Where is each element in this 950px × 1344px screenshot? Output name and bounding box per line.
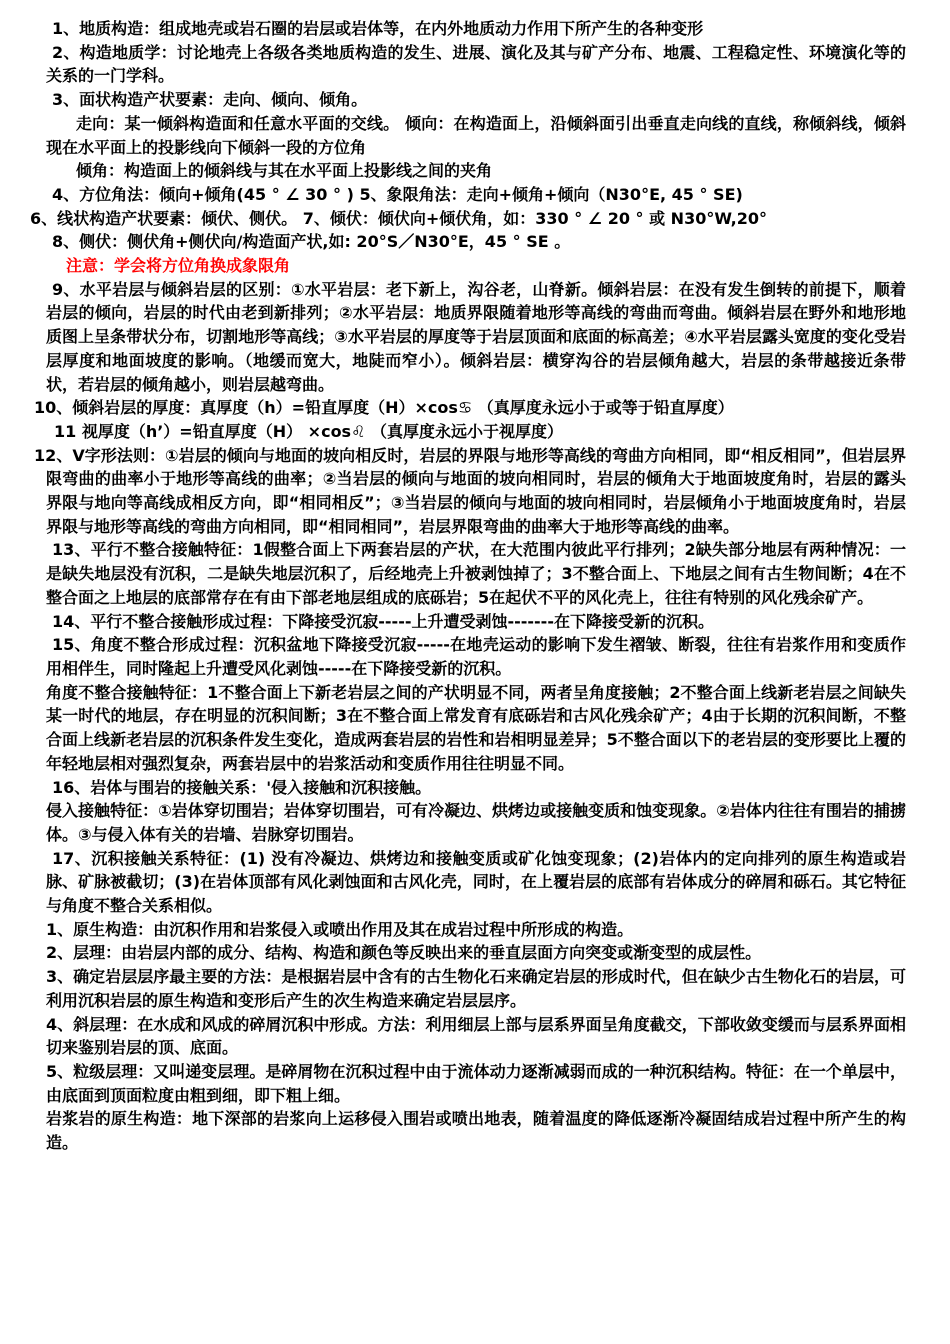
paragraph-intrusive-contact: 侵入接触特征：①岩体穿切围岩；岩体穿切围岩，可有冷凝边、烘烤边或接触变质和蚀变现象。②岩体内往往有围岩的捕掳体。③与侵入体有关的岩墙、岩脉穿切围岩。 xyxy=(46,801,906,844)
paragraph-13: 13、平行不整合接触特征：1假整合面上下两套岩层的产状，在大范围内彼此平行排列；2缺失部分地层有两种情况：一是缺失地层没有沉积，二是缺失地层沉积了，后经地壳上升被剥蚀掉了；3不整合面上、下地层之间有古生物间断；4在不整合面之上地层的底部常存在有由下部老地层组成的底砾岩；5在起伏不平的风化壳上，往往有特别的风化残余矿产。 xyxy=(46,540,906,607)
paragraph-3: 3、面状构造产状要素：走向、倾向、倾角。 xyxy=(52,90,368,110)
paragraph-8: 8、侧伏：侧伏角+侧伏向/构造面产状,如: 20°S／N30°E，45 ° SE 。 xyxy=(52,232,571,252)
paragraph-bedding: 2、层理：由岩层内部的成分、结构、构造和颜色等反映出来的垂直层面方向突变或渐变型的成层性。 xyxy=(46,943,762,963)
paragraph-6-7: 6、线状构造产状要素：倾伏、侧伏。 7、倾伏：倾伏向+倾伏角，如：330 ° ∠ 20 ° 或 N30°W,20° xyxy=(30,208,768,228)
paragraph-graded-bedding: 5、粒级层理：又叫递变层理。是碎屑物在沉积过程中由于流体动力逐渐减弱而成的一种沉积结构。特征：在一个单层中，由底面到顶面粒度由粗到细，即下粗上细。 xyxy=(46,1061,906,1105)
paragraph-igneous-structure: 岩浆岩的原生构造：地下深部的岩浆向上运移侵入围岩或喷出地表，随着温度的降低逐渐冷凝固结成岩过程中所产生的构造。 xyxy=(46,1109,906,1153)
paragraph-15: 15、角度不整合形成过程：沉积盆地下降接受沉寂-----在地壳运动的影响下发生褶皱、断裂，往往有岩浆作用和变质作用相伴生，同时隆起上升遭受风化剥蚀-----在下降接受新的沉积。 xyxy=(46,635,906,678)
paragraph-9: 9、水平岩层与倾斜岩层的区别：①水平岩层：老下新上，沟谷老，山脊新。倾斜岩层：在没有发生倒转的前提下，顺着岩层的倾向，岩层的时代由老到新排列；②水平岩层：地质界限随着地形等高线的弯曲而弯曲。倾斜岩层在野外和地形地质图上呈条带状分布，切割地形等高线；③水平岩层的厚度等于岩层顶面和底面的标高差；④水平岩层露头宽度的变化受岩层厚度和地面坡度的影响。（地缓而宽大，地陡而窄小）。倾斜岩层：横穿沟谷的岩层倾角越大，岩层的条带越接近条带状，若岩层的倾角越小，则岩层越弯曲。 xyxy=(46,279,906,394)
paragraph-primary-structure: 1、原生构造：由沉积作用和岩浆侵入或喷出作用及其在成岩过程中所形成的构造。 xyxy=(46,919,634,939)
paragraph-14: 14、平行不整合接触形成过程：下降接受沉寂-----上升遭受剥蚀-------在下降接受新的沉积。 xyxy=(52,611,714,631)
paragraph-1: 1、地质构造：组成地壳或岩石圈的岩层或岩体等，在内外地质动力作用下所产生的各种变形 xyxy=(52,19,704,38)
paragraph-2: 2、构造地质学：讨论地壳上各级各类地质构造的发生、进展、演化及其与矿产分布、地震、工程稳定性、环境演化等的关系的一门学科。 xyxy=(46,42,906,86)
paragraph-sequence: 3、确定岩层层序最主要的方法：是根据岩层中含有的古生物化石来确定岩层的形成时代，但在缺少古生物化石的岩层，可利用沉积岩层的原生构造和变形后产生的次生构造来确定岩层层序。 xyxy=(46,967,906,1010)
note-highlight: 注意：学会将方位角换成象限角 xyxy=(66,256,291,276)
paragraph-12: 12、V字形法则：①岩层的倾向与地面的坡向相反时，岩层的界限与地形等高线的弯曲方向相同，即“相反相同”，但岩层界限弯曲的曲率小于地形等高线的曲率；②当岩层的倾向与地面的坡向相同时，岩层的倾角大于地面坡度角时，岩层的露头界限与地向等高线成相反方向，即“相同相反”；③当岩层的倾向与地面的坡向相同时，岩层倾角小于地面坡度角时，岩层界限与地形等高线的弯曲方向相同，即“相同相同”，岩层界限弯曲的曲率大于地形等高线的曲率。 xyxy=(34,445,906,536)
paragraph-dip-angle: 倾角：构造面上的倾斜线与其在水平面上投影线之间的夹角 xyxy=(76,161,493,181)
paragraph-4-5: 4、方位角法：倾向+倾角(45 ° ∠ 30 ° ) 5、象限角法：走向+倾角+倾向（N30°E, 45 ° SE) xyxy=(52,184,743,204)
paragraph-10: 10、倾斜岩层的厚度：真厚度（h）=铅直厚度（H）×cos♋ （真厚度永远小于或等于铅直厚度） xyxy=(34,398,734,418)
paragraph-cross-bedding: 4、斜层理：在水成和风成的碎屑沉积中形成。方法：利用细层上部与层系界面呈角度截交，下部收敛变缓而与层系界面相切来鉴别岩层的顶、底面。 xyxy=(46,1014,906,1058)
paragraph-strike-dip: 走向：某一倾斜构造面和任意水平面的交线。 倾向：在构造面上，沿倾斜面引出垂直走向线的直线，称倾斜线，倾斜现在水平面上的投影线向下倾斜一段的方位角 xyxy=(46,113,906,157)
paragraph-11: 11 视厚度（h’）=铅直厚度（H） ×cos♌ （真厚度永远小于视厚度） xyxy=(54,421,563,441)
paragraph-angular-unconformity: 角度不整合接触特征：1不整合面上下新老岩层之间的产状明显不同，两者呈角度接触；2不整合面上线新老岩层之间缺失某一时代的地层，存在明显的沉积间断；3在不整合面上常发育有底砾岩和古风化残余矿产；4由于长期的沉积间断，不整合面上线新老岩层的沉积条件发生变化，造成两套岩层的岩性和岩相明显差异；5不整合面以下的老岩层的变形要比上覆的年轻地层相对强烈复杂，两套岩层中的岩浆活动和变质作用往往明显不同。 xyxy=(46,682,906,773)
paragraph-16: 16、岩体与围岩的接触关系：'侵入接触和沉积接触。 xyxy=(52,777,432,797)
paragraph-17: 17、沉积接触关系特征：(1) 没有冷凝边、烘烤边和接触变质或矿化蚀变现象；(2)岩体内的定向排列的原生构造或岩脉、矿脉被截切；(3)在岩体顶部有风化剥蚀面和古风化壳，同时，在上覆岩层的底部有岩体成分的碎屑和砾石。其它特征与角度不整合关系相似。 xyxy=(46,848,906,916)
